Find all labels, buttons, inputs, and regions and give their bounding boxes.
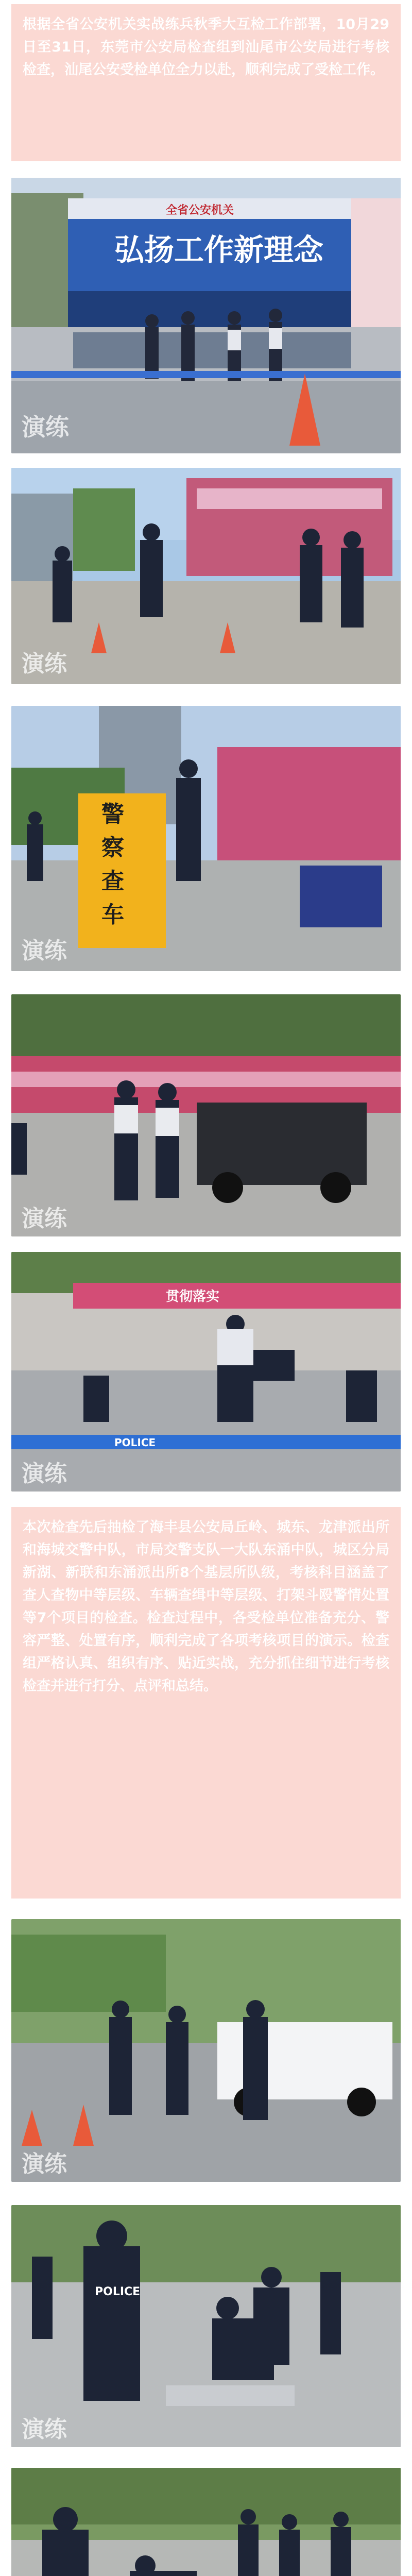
watermark: 演练	[22, 413, 69, 441]
photo-checkpoint-drill	[11, 468, 401, 684]
svg-text:演练: 演练	[22, 651, 67, 677]
svg-text:察: 察	[101, 835, 124, 861]
svg-text:演练: 演练	[22, 2416, 67, 2443]
intro-paragraph-card	[11, 4, 401, 161]
photo-street-check	[11, 1252, 401, 1492]
banner-slogan: 弘扬工作新理念	[114, 232, 324, 267]
svg-text:查: 查	[101, 868, 124, 894]
svg-text:车: 车	[101, 902, 124, 928]
street-banner: 贯彻落实	[166, 1289, 220, 1304]
svg-text:演练: 演练	[22, 2151, 67, 2177]
photo-restraint-drill	[11, 2205, 401, 2447]
sign-char-1: 警	[101, 801, 124, 827]
svg-text:POLICE: POLICE	[95, 2285, 141, 2298]
photo-opening-ceremony	[11, 178, 401, 453]
photo-vehicle-checkpoint	[11, 1919, 401, 2182]
intro-paragraph: 根据全省公安机关实战练兵秋季大互检工作部署，10月29日至31日，东莞市公安局检查组到汕尾市公安局进行考核检查，汕尾公安受检单位全力以赴，顺利完成了受检工作。	[23, 16, 389, 78]
svg-text:全省公安机关: 全省公安机关	[166, 204, 234, 217]
svg-text:演练: 演练	[22, 1461, 67, 1487]
inspection-paragraph-card	[11, 1507, 401, 1899]
svg-text:演练: 演练	[22, 1206, 67, 1232]
photo-ground-control-drill	[11, 2468, 401, 2576]
photo-car-inspection	[11, 994, 401, 1236]
svg-text:POLICE: POLICE	[114, 1436, 156, 1449]
photo-vehicle-check-sign	[11, 706, 401, 971]
inspection-paragraph: 本次检查先后抽检了海丰县公安局丘岭、城东、龙津派出所和海城交警中队，市局交警支队一大队东涌中队，城区分局新湖、新联和东涌派出所8个基层所队级，考核科目涵盖了查人查物中等层级、车辆查缉中等层级、打架斗殴警情处置等7个项目的检查。检查过程中，各受检单位准备充分、警容严整、处置有序，顺利完成了各项考核项目的演示。检查组严格认真、组织有序、贴近实战，充分抓住细节进行考核检查并进行打分、点评和总结。	[23, 1519, 389, 1694]
svg-text:演练: 演练	[22, 938, 67, 964]
